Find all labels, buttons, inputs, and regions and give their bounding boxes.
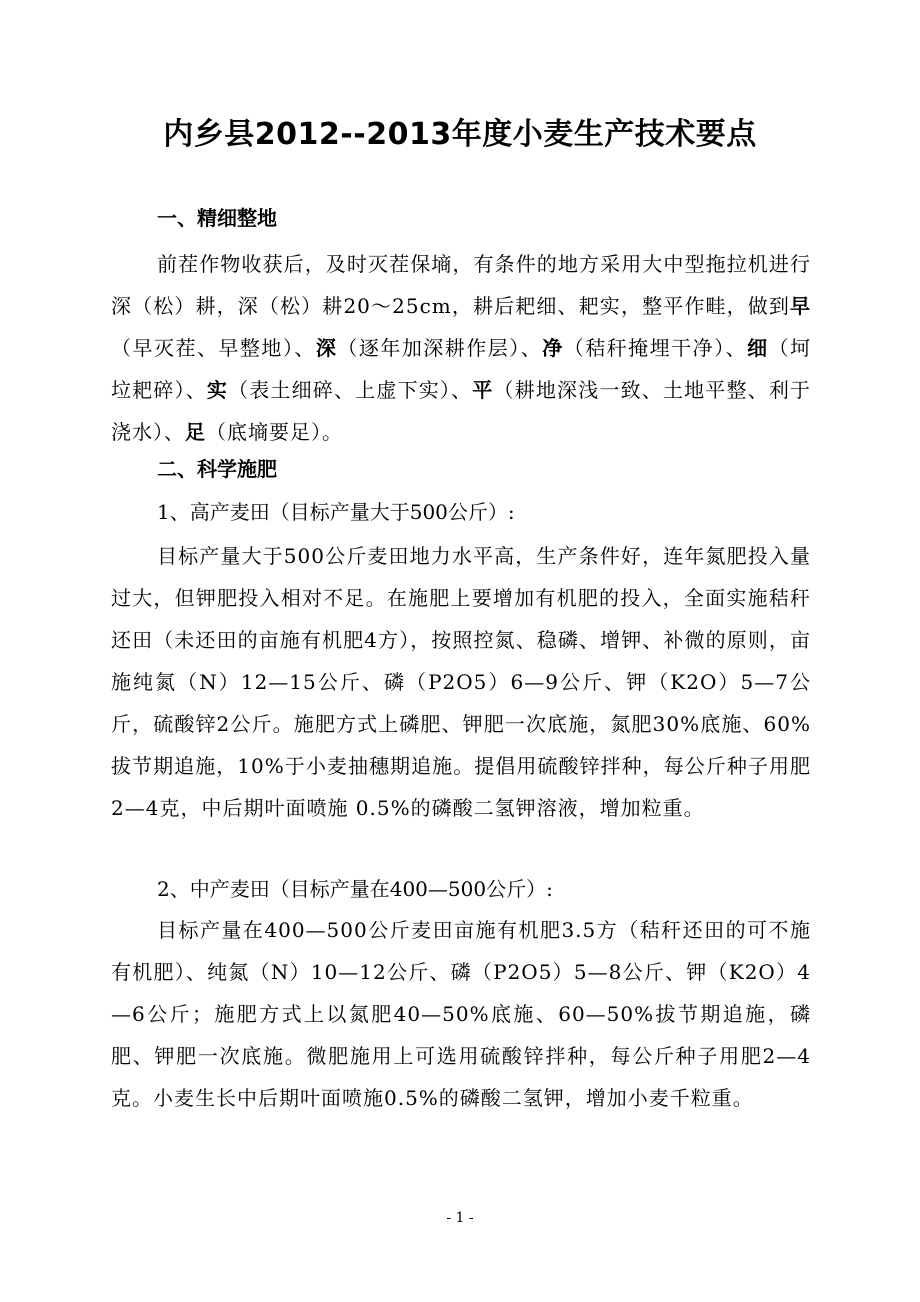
keyword-flat-desc: （耕地深浅一致、土地平整、利于浇水）、 bbox=[111, 378, 812, 444]
keyword-sufficient: 足 bbox=[185, 420, 206, 444]
subsection-1-paragraph: 目标产量大于500公斤麦田地力水平高，生产条件好，连年氮肥投入量过大，但钾肥投入相对不足。在施肥上要增加有机肥的投入，全面实施秸秆还田（未还田的亩施有机肥4方），按照控氮、稳磷、增钾、补微的原则，亩施纯氮（N）12—15公斤、磷（P2O5）6—9公斤、钾（K2O）5—7公斤，硫酸锌2公斤。施肥方式上磷肥、钾肥一次底施，氮肥30%底施、60%拔节期追施，10%于小麦抽穗期追施。提倡用硫酸锌拌种，每公斤种子用肥2—4克，中后期叶面喷施 0.5%的磷酸二氢钾溶液，增加粒重。 bbox=[111, 544, 811, 820]
document-title: 内乡县2012--2013年度小麦生产技术要点 bbox=[163, 117, 757, 152]
keyword-early-desc: （早灭茬、早整地）、 bbox=[111, 336, 316, 360]
keyword-flat: 平 bbox=[472, 378, 494, 402]
keyword-fine: 细 bbox=[747, 336, 769, 360]
keyword-deep: 深 bbox=[315, 336, 338, 360]
section-1-intro: 前茬作物收获后，及时灭茬保墒，有条件的地方采用大中型拖拉机进行深（松）耕，深（松）耕20～25cm，耕后耙细、耙实，整平作畦，做到 bbox=[111, 252, 811, 318]
keyword-clean: 净 bbox=[542, 336, 564, 360]
page-number: - 1 - bbox=[446, 1210, 474, 1226]
keyword-firm-desc: （表土细碎、上虚下实）、 bbox=[228, 378, 473, 402]
subsection-2-paragraph: 目标产量在400—500公斤麦田亩施有机肥3.5方（秸秆还田的可不施有机肥）、纯氮（N）10—12公斤、磷（P2O5）5—8公斤、钾（K2O）4—6公斤；施肥方式上以氮肥40—50%底施、60—50%拔节期追施，磷肥、钾肥一次底施。微肥施用上可选用硫酸锌拌种，每公斤种子用肥2—4克。小麦生长中后期叶面喷施0.5%的磷酸二氢钾，增加小麦千粒重。 bbox=[111, 918, 811, 1110]
keyword-firm: 实 bbox=[206, 378, 229, 402]
keyword-fine-desc: （坷垃耙碎）、 bbox=[111, 336, 812, 402]
keyword-early: 早 bbox=[790, 294, 811, 318]
keyword-sufficient-desc: （底墒要足）。 bbox=[206, 420, 343, 444]
section-1-paragraph bbox=[111, 243, 811, 453]
subsection-1-heading: 1、高产麦田（目标产量大于500公斤）: bbox=[157, 500, 515, 524]
subsection-2-heading: 2、中产麦田（目标产量在400—500公斤）: bbox=[157, 877, 553, 901]
section-1-heading: 一、精细整地 bbox=[157, 206, 277, 230]
section-2-heading: 二、科学施肥 bbox=[157, 457, 277, 481]
keyword-clean-desc: （秸秆掩埋干净）、 bbox=[563, 336, 748, 360]
keyword-deep-desc: （逐年加深耕作层）、 bbox=[337, 336, 543, 360]
